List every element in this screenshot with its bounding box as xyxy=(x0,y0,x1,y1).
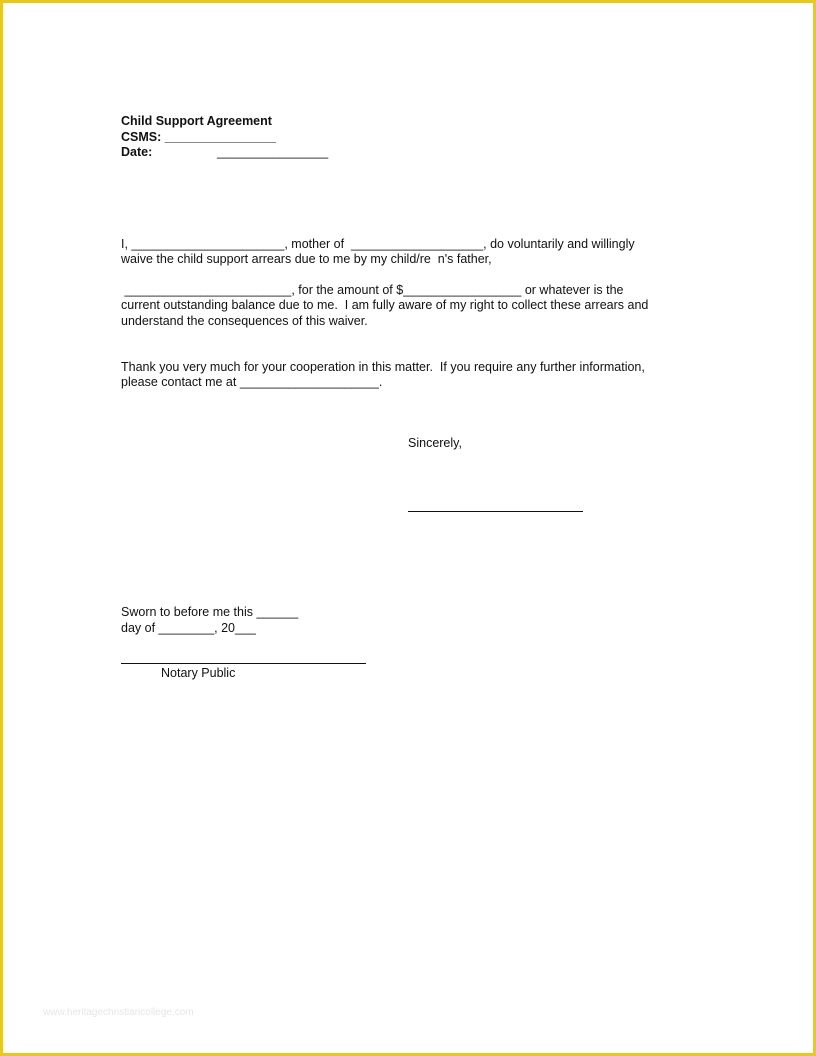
sworn-line-1: Sworn to before me this ______ xyxy=(121,605,299,619)
notary-signature-line xyxy=(121,663,366,664)
paragraph-2-line-2: current outstanding balance due to me. I am fully aware of my right to collect these arrears and xyxy=(121,298,649,312)
watermark-text: www.heritagechristiancollege.com xyxy=(43,1007,194,1018)
date-label: Date: xyxy=(121,145,153,159)
paragraph-1-line-1: I, ______________________, mother of ___________________, do voluntarily and willingly xyxy=(121,237,635,251)
document-title: Child Support Agreement xyxy=(121,114,272,128)
paragraph-3-line-1: Thank you very much for your cooperation in this matter. If you require any further information, xyxy=(121,360,645,374)
paragraph-1-line-2: waive the child support arrears due to me by my child/re n's father, xyxy=(121,252,492,266)
paragraph-2-line-3: understand the consequences of this waiver. xyxy=(121,314,368,328)
closing-sincerely: Sincerely, xyxy=(408,436,462,450)
csms-field: CSMS: ________________ xyxy=(121,130,276,144)
date-field: ________________ xyxy=(217,145,329,159)
signature-line xyxy=(408,511,583,512)
sworn-line-2: day of ________, 20___ xyxy=(121,621,256,635)
notary-public-label: Notary Public xyxy=(161,666,236,680)
paragraph-3-line-2: please contact me at ____________________. xyxy=(121,375,383,389)
paragraph-2-line-1: ________________________, for the amount of $_________________ or whatever is the xyxy=(121,283,624,297)
